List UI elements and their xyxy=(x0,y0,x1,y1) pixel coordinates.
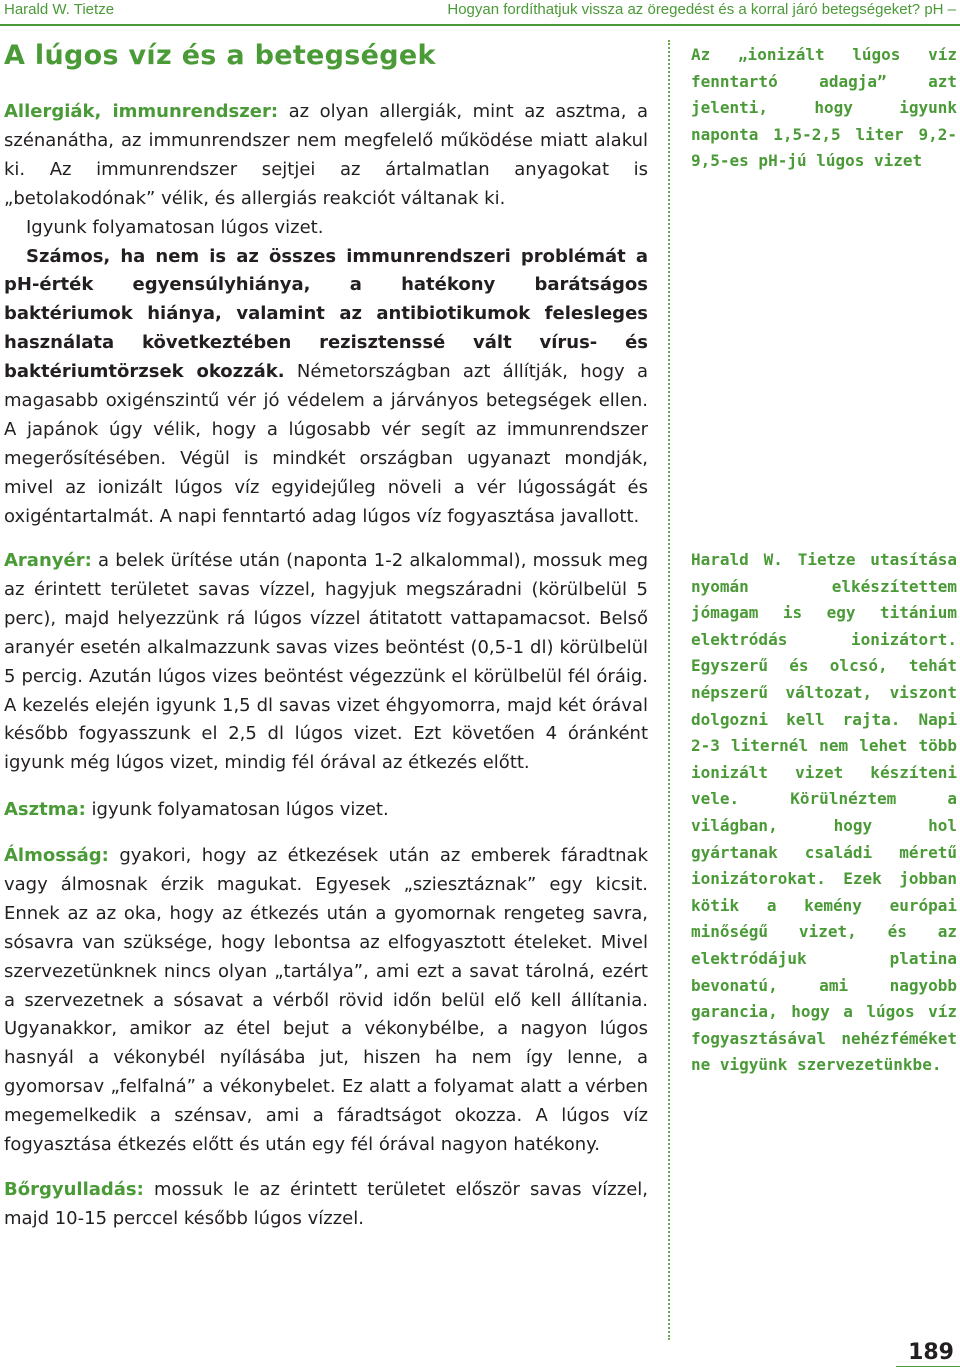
asthma-text: igyunk folyamatosan lúgos vizet. xyxy=(85,799,389,820)
hemorrhoids-entry xyxy=(4,547,648,778)
running-head xyxy=(4,0,956,22)
header-book-title: Hogyan fordíthatjuk vissza az öregedést és a korral járó betegségeket? pH – xyxy=(447,1,956,18)
hemorrhoids-text: a belek ürítése után (naponta 1-2 alkalommal), mossuk meg az érintett területet savas vízzel, hagyjuk megszáradni (körülbelül 5 perc), majd helyezzünk rá lúgos vízzel átitatott vattapamacsot. Belső aranyér esetén alkalmazzunk savas vizes beöntést (0,5-1 dl) körülbelül 5 percig. Azután lúgos vizes beöntést végezzünk el körülbelül fél óráig. A kezelés elején igyunk 1,5 dl savas vizet éhgyomorra, majd két órával később fogyasszunk el 2,5 dl lúgos vizet. Ezt követően 4 óránként igyunk még lúgos vizet, mindig fél órával az étkezés előtt. xyxy=(4,550,648,774)
header-author: Harald W. Tietze xyxy=(4,1,115,18)
dermatitis-text: mossuk le az érintett területet először savas vízzel, majd 10-15 perccel később lúgos vízzel. xyxy=(4,1179,648,1229)
sidebar-note-1-text: Az „ionizált lúgos víz fenntartó adagja” azt jelenti, hogy igyunk naponta 1,5-2,5 liter 9,2-9,5-es pH-jú lúgos vizet xyxy=(691,45,957,171)
allergy-advice: Igyunk folyamatosan lúgos vizet. xyxy=(26,216,324,238)
page-number: 189 xyxy=(908,1340,954,1365)
dermatitis-entry xyxy=(4,1176,648,1234)
section-title: A lúgos víz és a betegségek xyxy=(4,40,436,71)
sleepiness-text: gyakori, hogy az étkezések után az emberek fáradtnak vagy álmosnak érzik magukat. Egyesek „sziesztáznak” egy kicsit. Ennek az az oka, hogy az étkezés után a gyomornak rengeteg savra, sósavra van szüksége, hogy lebontsa az elfogyasztott ételeket. Mivel szervezetünknek nincs olyan „tartálya”, ami ezt a savat tárolná, ezért a szervezetnek a sósavat a vérből rövid időn belül elő kell állítania. Ugyanakkor, amikor az étel bejut a vékonybélbe, a nagyon lúgos hasnyál a vékonybél nyílásába jut, hiszen ha nem így lenne, a gyomorsav „felfalná” a vékonybelet. Ez alatt a folyamat alatt a vérben megemelkedik a szénsav, ami a fáradtságot okozza. A lúgos víz fogyasztása étkezés előtt és után egy fél órával nagyon hatékony. xyxy=(4,845,648,1156)
sleepiness-entry xyxy=(4,842,648,1160)
sleepiness-keyword: Álmosság: xyxy=(4,845,109,866)
hemorrhoids-keyword: Aranyér: xyxy=(4,550,92,571)
asthma-entry xyxy=(4,796,648,825)
allergy-keyword: Allergiák, immunrendszer: xyxy=(4,101,279,122)
allergy-text: az olyan allergiák, mint az asztma, a szénanátha, az immunrendszer nem megfelelő működése miatt alakul ki. Az immunrendszer sejtjei az ártalmatlan anyagokat is „betolakodónak” vélik, és allergiás reakciót váltanak ki. xyxy=(4,101,649,209)
sidebar-note-ionizer xyxy=(691,547,957,1079)
asthma-keyword: Asztma: xyxy=(4,799,86,820)
sidebar-note-2-text: Harald W. Tietze utasítása nyomán elkészítettem jómagam is egy titánium elektródás ionizátort. Egyszerű és olcsó, tehát népszerű változat, viszont dolgozni kell rajta. Napi 2-3 liternél nem lehet több ionizált vizet készíteni vele. Körülnéztem a világban, hogy hol gyártanak családi méretű ionizátorokat. Ezek jobban kötik a kemény európai minőségű vizet, és az elektródájuk platina bevonatú, ami nagyobb garancia, hogy a lúgos víz fogyasztásával nehézféméket ne vigyünk szervezetünkbe. xyxy=(691,550,957,1075)
dermatitis-keyword: Bőrgyulladás: xyxy=(4,1179,144,1200)
column-divider xyxy=(668,40,670,1340)
allergy-rest-text: Németországban azt állítják, hogy a magasabb oxigénszintű vér jó védelem a járványos betegségek ellen. A japánok úgy vélik, hogy a lúgosabb vér segít az immunrendszer megerősítésében. Végül is mindkét országban ugyanazt mondják, mivel az ionizált lúgos víz egyidejűleg növeli a vér lúgosságát és oxigéntartalmát. A napi fenntartó adag lúgos víz fogyasztása javallott. xyxy=(4,361,648,527)
allergy-entry xyxy=(4,98,648,532)
header-rule xyxy=(0,24,960,26)
sidebar-note-maintenance-dose xyxy=(691,42,957,175)
allergy-bold-text: Számos, ha nem is az összes immunrendszeri problémát a pH-érték egyensúlyhiánya, a hatékony barátságos baktériumok hiánya, valamint az antibiotikumok felesleges használata következtében rezisztenssé vált vírus- és baktériumtörzsek okozzák. xyxy=(4,245,648,383)
